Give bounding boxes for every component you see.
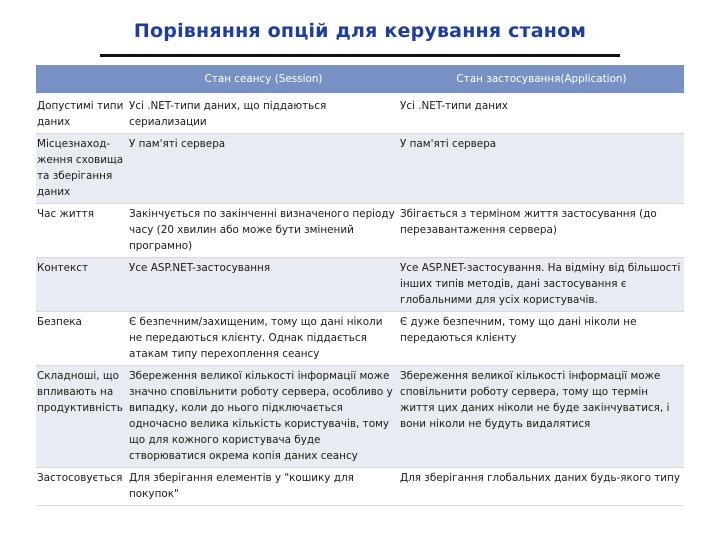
table-row (36, 468, 684, 506)
application-cell: У пам'яті сервера (399, 134, 684, 204)
row-label: Контекст (36, 258, 128, 312)
application-cell: Збереження великої кількості інформації може сповільнити роботу сервера, тому що термін життя цих даних ніколи не буде закінчуватися, і вони ніколи не будуть видалятися (399, 366, 684, 468)
row-label: Застосовується (36, 468, 128, 506)
title-underline (100, 54, 620, 57)
session-cell: Усе ASP.NET-застосування (128, 258, 399, 312)
header-cell-criterion (36, 65, 128, 95)
table-row (36, 134, 684, 204)
table-row (36, 312, 684, 366)
header-row (36, 65, 684, 95)
session-cell: Збереження великої кількості інформації може значно сповільнити роботу сервера, особливо у випадку, коли до нього підключається одночасно велика кількість користувачів, тому що для кожного користувача буде створюватися окрема копія даних сеансу (128, 366, 399, 468)
header-cell-application: Стан застосування(Application) (399, 65, 684, 95)
row-label: Безпека (36, 312, 128, 366)
table-row (36, 95, 684, 134)
table-row (36, 204, 684, 258)
application-cell: Для зберігання глобальних даних будь-якого типу (399, 468, 684, 506)
row-label: Допустимі типи даних (36, 95, 128, 134)
comparison-table (36, 65, 684, 506)
page-title: Порівняння опцій для керування станом (133, 20, 587, 42)
session-cell: Усі .NET-типи даних, що піддаються сериализации (128, 95, 399, 134)
application-cell: Усе ASP.NET-застосування. На відміну від більшості інших типів методів, дані застосування є глобальними для усіх користувачів. (399, 258, 684, 312)
table-row (36, 366, 684, 468)
row-label: Місцезнаход-ження сховища та зберігання даних (36, 134, 128, 204)
row-label: Час життя (36, 204, 128, 258)
application-cell: Збігається з терміном життя застосування (до перезавантаження сервера) (399, 204, 684, 258)
session-cell: Є безпечним/захищеним, тому що дані ніколи не передаються клієнту. Однак піддається атакам типу перехоплення сеансу (128, 312, 399, 366)
session-cell: Закінчується по закінченні визначеного періоду часу (20 хвилин або може бути змінений програмно) (128, 204, 399, 258)
session-cell: Для зберігання елементів у "кошику для покупок" (128, 468, 399, 506)
session-cell: У пам'яті сервера (128, 134, 399, 204)
row-label: Складноші, що впливають на продуктивність (36, 366, 128, 468)
header-cell-session: Стан сеансу (Session) (128, 65, 399, 95)
table-row (36, 258, 684, 312)
application-cell: Усі .NET-типи даних (399, 95, 684, 134)
application-cell: Є дуже безпечним, тому що дані ніколи не передаються клієнту (399, 312, 684, 366)
